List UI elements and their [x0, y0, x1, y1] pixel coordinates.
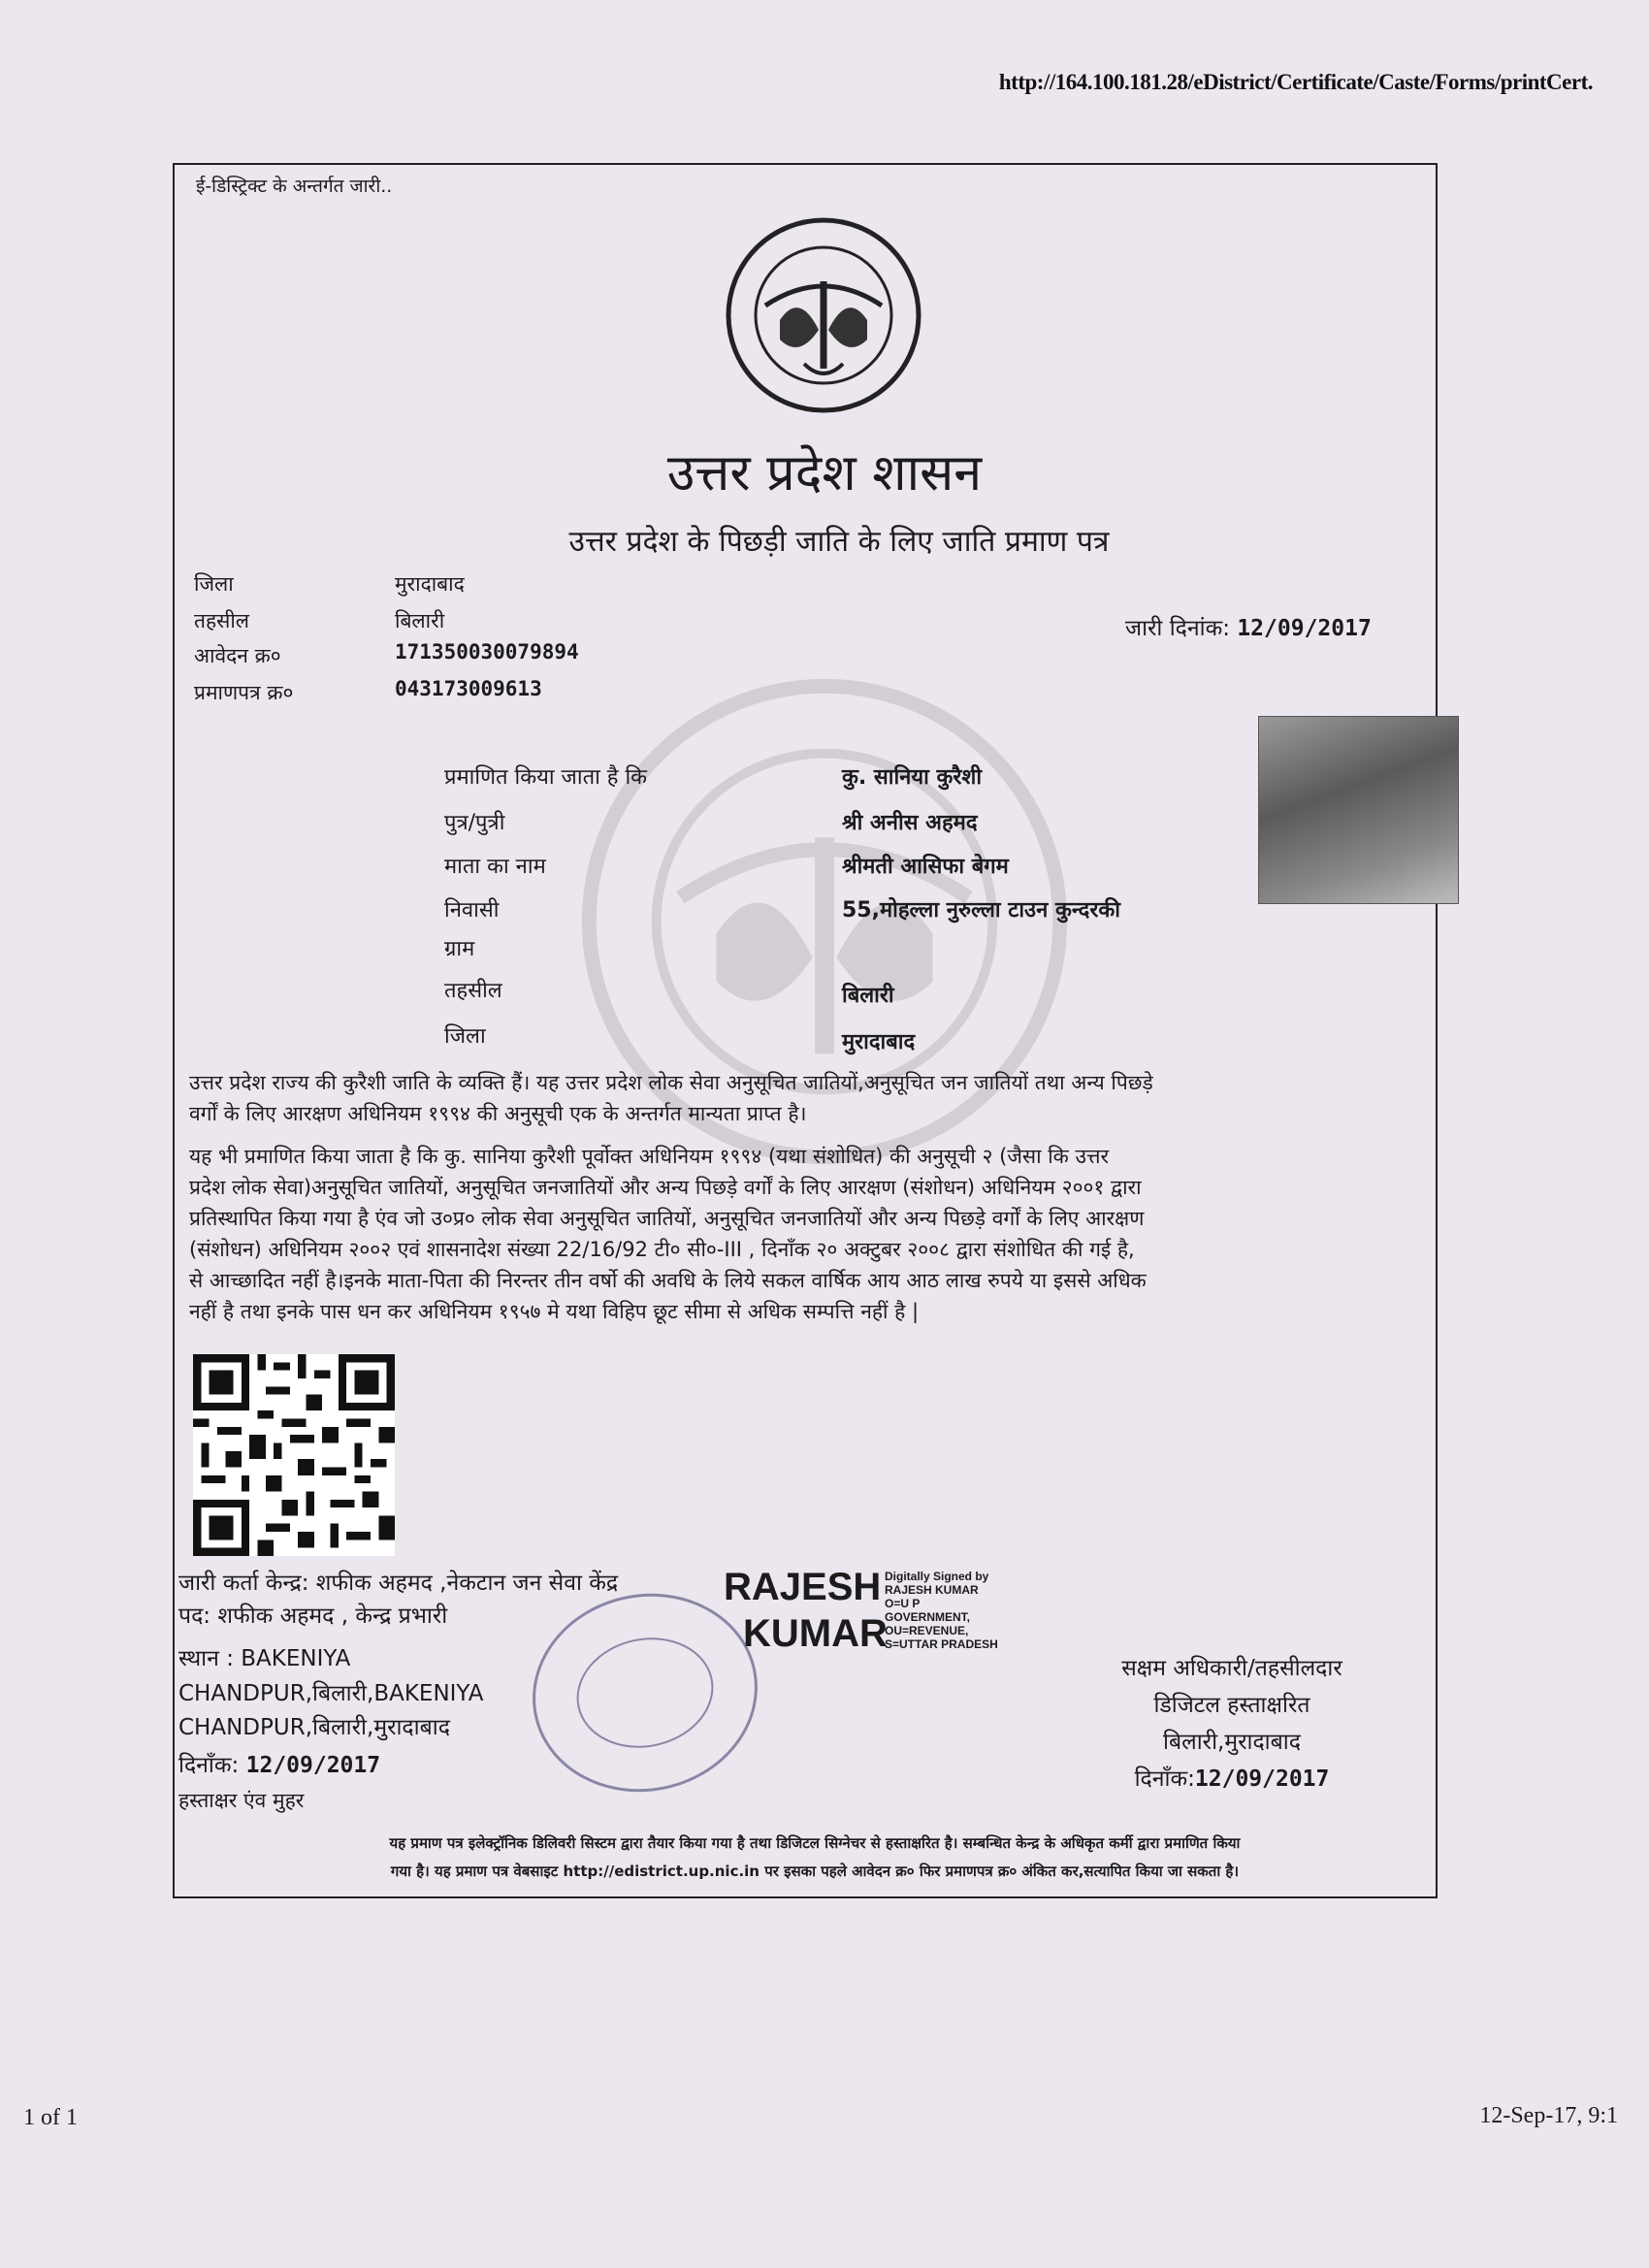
- tehsil-value: बिलारी: [395, 609, 445, 632]
- district-label: जिला: [194, 572, 234, 596]
- body-paragraph-1: उत्तर प्रदेश राज्य की कुरैशी जाति के व्यक्ति हैं। यह उत्तर प्रदेश लोक सेवा अनुसूचित जातियों,अनुसूचित जन जातियों तथा अन्य पिछड़े वर्गों के लिए आरक्षण अधिनियम १९९४ की अनुसूची एक के अन्तर्गत मान्यता प्राप्त है।: [189, 1071, 1153, 1125]
- authority-date: दिनाँक:12/09/2017: [1134, 1766, 1330, 1792]
- parent-name: श्री अनीस अहमद: [842, 811, 978, 835]
- resident-address: 55,मोहल्ला नुरुल्ला टाउन कुन्दरकी: [842, 898, 1120, 923]
- issuer-place-line2: CHANDPUR,बिलारी,BAKENIYA: [178, 1681, 484, 1706]
- issuing-center: जारी कर्ता केन्द्र: शफीक अहमद ,नेकटान जन सेवा केंद्र: [178, 1571, 619, 1596]
- tehsil-label: तहसील: [194, 609, 249, 632]
- issue-date-value: 12/09/2017: [1237, 616, 1372, 641]
- applicant-name: कु. सानिया कुरैशी: [842, 765, 983, 790]
- issuer-place-line1: स्थान : BAKENIYA: [178, 1646, 351, 1671]
- digital-signature-name: RAJESH KUMAR: [724, 1566, 888, 1655]
- up-government-emblem-icon: [722, 213, 925, 417]
- detail-tehsil-label: तहसील: [444, 979, 502, 1003]
- applicant-photo: [1258, 716, 1459, 904]
- certificate-number: 043173009613: [395, 677, 542, 700]
- detail-district-value: मुरादाबाद: [842, 1030, 916, 1054]
- parent-label: पुत्र/पुत्री: [444, 811, 505, 835]
- certified-label: प्रमाणित किया जाता है कि: [444, 765, 648, 790]
- page-number: 1 of 1: [23, 2105, 78, 2130]
- page-url: http://164.100.181.28/eDistrict/Certificate/Caste/Forms/printCert.: [998, 70, 1593, 94]
- mother-name: श्रीमती आसिफा बेगम: [842, 855, 1009, 879]
- district-value: मुरादाबाद: [395, 572, 465, 596]
- qr-code: [191, 1354, 397, 1556]
- resident-label: निवासी: [444, 898, 500, 923]
- detail-tehsil-value: बिलारी: [842, 984, 894, 1008]
- issuer-place-line3: CHANDPUR,बिलारी,मुरादाबाद: [178, 1715, 450, 1740]
- issue-date: [1125, 611, 1372, 642]
- signature-and-seal-label: हस्ताक्षर एंव मुहर: [178, 1789, 305, 1812]
- issued-under-text: ई-डिस्ट्रिक्ट के अन्तर्गत जारी..: [196, 176, 393, 197]
- issue-date-label: जारी दिनांक:: [1125, 616, 1231, 641]
- issuer-post: पद: शफीक अहमद , केन्द्र प्रभारी: [178, 1604, 448, 1629]
- application-label: आवेदन क्र०: [194, 644, 281, 667]
- authority-digital-signed: डिजिटल हस्ताक्षरित: [1153, 1693, 1310, 1718]
- digital-signature-details: Digitally Signed by RAJESH KUMAR O=U P GOVERNMENT, OU=REVENUE, S=UTTAR PRADESH: [885, 1570, 998, 1651]
- village-label: ग्राम: [444, 937, 475, 961]
- certificate-number-label: प्रमाणपत्र क्र०: [194, 681, 294, 704]
- issuer-date: दिनाँक: 12/09/2017: [178, 1753, 381, 1778]
- mother-label: माता का नाम: [444, 855, 546, 879]
- body-paragraph-2: यह भी प्रमाणित किया जाता है कि कु. सानिया कुरैशी पूर्वोक्त अधिनियम १९९४ (यथा संशोधित) की अनुसूची २ (जैसा कि उत्तर प्रदेश लोक सेवा)अनुसूचित जातियों, अनुसूचित जनजातियों और अन्य पिछड़े वर्गों के लिए आरक्षण (संशोधन) अधिनियम २००१ द्वारा प्रतिस्थापित किया गया है एंव जो उ०प्र० लोक सेवा अनुसूचित जातियों, अनुसूचित जनजातियों और अन्य पिछड़े वर्गों के लिए आरक्षण (संशोधन) अधिनियम २००२ एवं शासनादेश संख्या 22/16/92 टी० सी०-III , दिनाँक २० अक्टुबर २००८ द्वारा संशोधित की गई है, से आच्छादित नहीं है।इनके माता-पिता की निरन्तर तीन वर्षो की अवधि के लिये सकल वार्षिक आय आठ लाख रुपये या इससे अधिक नहीं है तथा इनके पास धन कर अधिनियम १९५७ मे यथा विहिप छूट सीमा से अधिक सम्पत्ति नहीं है |: [189, 1145, 1147, 1323]
- certificate-title: उत्तर प्रदेश के पिछड़ी जाति के लिए जाति प्रमाण पत्र: [568, 525, 1110, 559]
- verification-footnote: यह प्रमाण पत्र इलेक्ट्रॉनिक डिलिवरी सिस्टम द्वारा तैयार किया गया है तथा डिजिटल सिग्नेचर से हस्ताक्षरित है। सम्बन्धित केन्द्र के अधिकृत कर्मी द्वारा प्रमाणित किया गया है। यह प्रमाण पत्र वेबसाइट http://edistrict.up.nic.in पर इसका पहले आवेदन क्र० फिर प्रमाणपत्र क्र० अंकित कर,सत्यापित किया जा सकता है।: [389, 1834, 1241, 1880]
- authority-location: बिलारी,मुरादाबाद: [1163, 1730, 1301, 1755]
- print-timestamp: 12-Sep-17, 9:1: [1479, 2103, 1618, 2128]
- government-title: उत्तर प्रदेश शासन: [666, 444, 983, 502]
- authority-designation: सक्षम अधिकारी/तहसीलदार: [1121, 1656, 1342, 1681]
- detail-district-label: जिला: [444, 1024, 486, 1049]
- application-number: 171350030079894: [395, 640, 579, 664]
